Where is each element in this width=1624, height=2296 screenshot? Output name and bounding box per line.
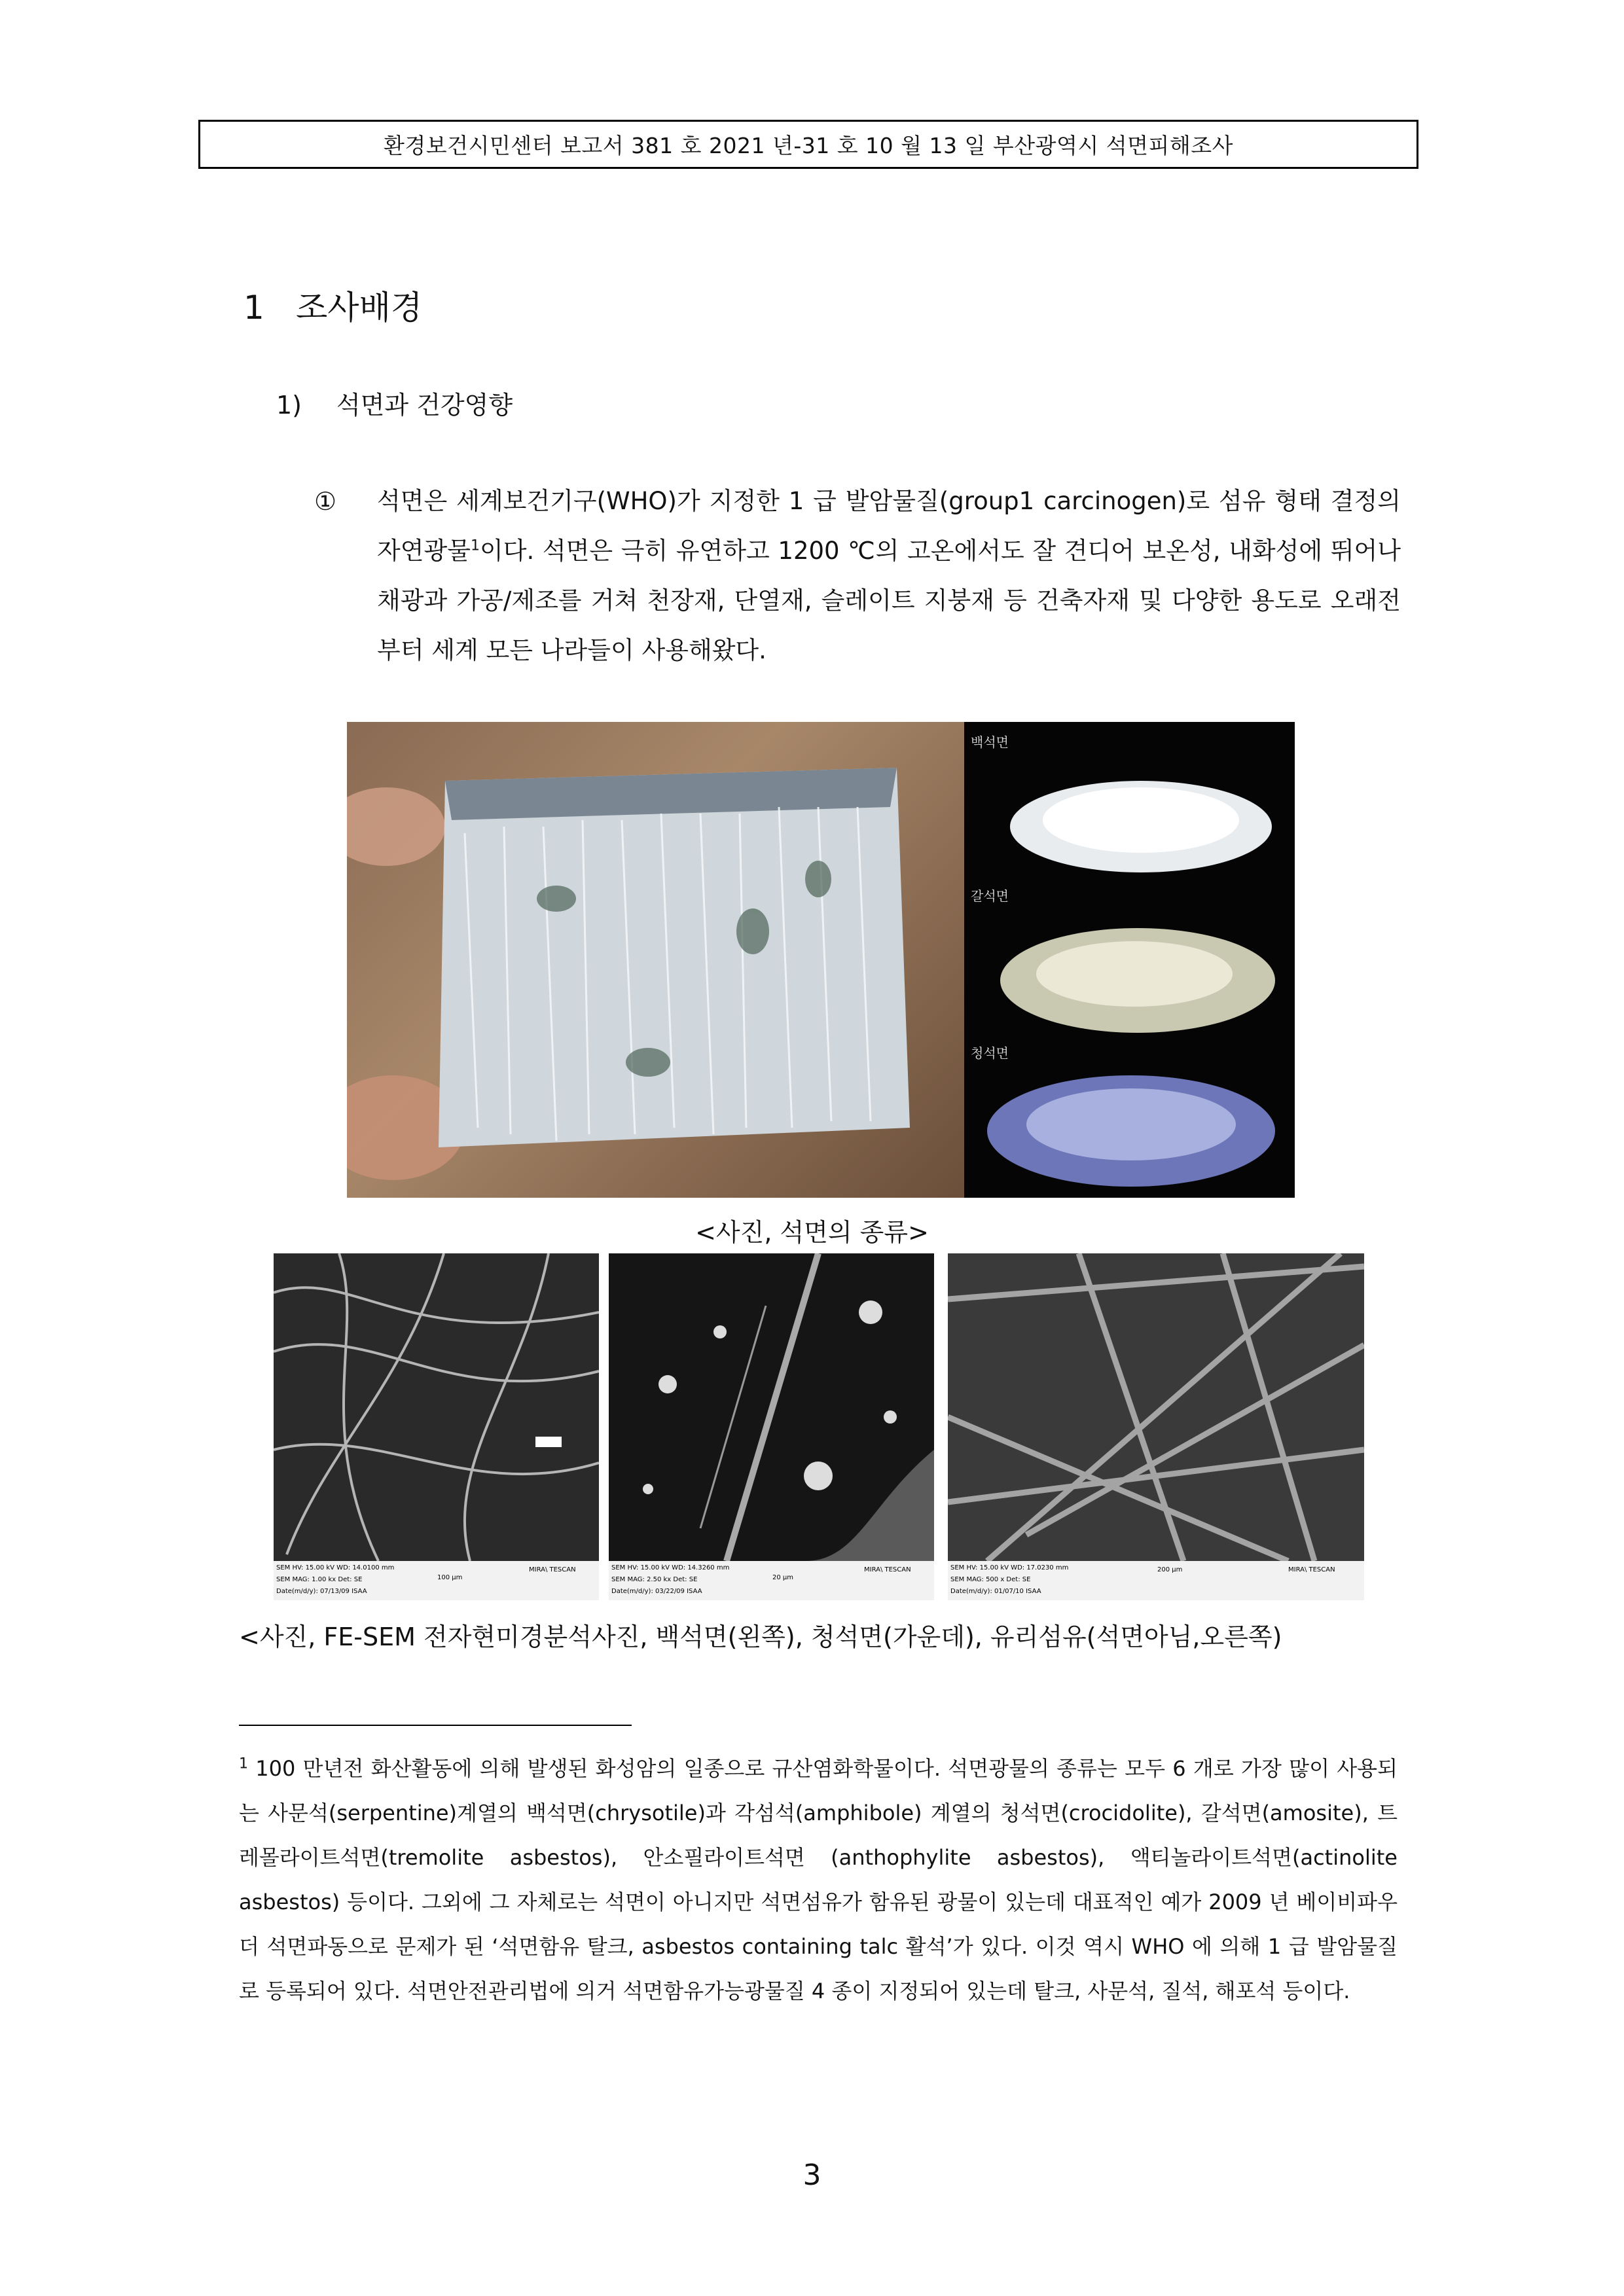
asbestos-sample-photo <box>347 722 964 1198</box>
sem-image-chrysotile <box>274 1253 599 1600</box>
section-number: 1 <box>244 289 264 327</box>
section-heading <box>244 281 422 329</box>
sem2-info-line1: SEM HV: 15.00 kV WD: 14.3260 mm <box>611 1564 730 1571</box>
sem-crocidolite-illustration <box>609 1253 934 1600</box>
sem1-info-line2: SEM MAG: 1.00 kx Det: SE <box>276 1576 363 1583</box>
sem3-info-line1: SEM HV: 15.00 kV WD: 17.0230 mm <box>950 1564 1069 1571</box>
running-header <box>198 120 1418 169</box>
label-amosite: 갈석면 <box>971 888 1009 904</box>
paragraph-text <box>377 476 1401 675</box>
label-chrysotile: 백석면 <box>971 734 1009 750</box>
sem3-brand: MIRA\ TESCAN <box>1288 1566 1335 1573</box>
section-title: 조사배경 <box>296 289 423 327</box>
footnote-ref[interactable]: 1 <box>470 537 480 554</box>
sem2-info-line3: Date(m/d/y): 03/22/09 ISAA <box>611 1588 702 1595</box>
paragraph-text-part2: 이다. 석면은 극히 유연하고 1200 ℃의 고온에서도 잘 견디어 보온성, 내화성에 뛰어나 채광과 가공/제조를 거쳐 천장재, 단열재, 슬레이트 지붕재 등 건축자재 및 다양한 용도로 오래전부터 세계 모든 나라들이 사용해왔다. <box>377 537 1401 664</box>
asbestos-sample-illustration <box>347 722 964 1198</box>
sem-image-glass-fiber <box>948 1253 1364 1600</box>
sem2-scale: 20 μm <box>772 1574 794 1581</box>
sem1-brand: MIRA\ TESCAN <box>529 1566 576 1573</box>
subsection-heading <box>276 385 513 421</box>
figure1-caption: <사진, 석면의 종류> <box>695 1218 929 1247</box>
sem-glass-fiber-illustration <box>948 1253 1364 1600</box>
sem-image-crocidolite <box>609 1253 934 1600</box>
subsection-title: 석면과 건강영향 <box>336 391 513 420</box>
figure2-caption: <사진, FE-SEM 전자현미경분석사진, 백석면(왼쪽), 청석면(가운데), 유리섬유(석면아님,오른쪽) <box>239 1623 1282 1651</box>
sem1-scale: 100 μm <box>437 1574 463 1581</box>
label-crocidolite: 청석면 <box>971 1045 1009 1061</box>
footnote-separator <box>239 1725 632 1726</box>
asbestos-varieties-panel <box>964 722 1295 1198</box>
page-number: 3 <box>803 2159 821 2192</box>
paragraph-text-part1: 석면은 세계보건기구(WHO)가 지정한 1 급 발암물질(group1 carcinogen)로 섬유 형태 결정의 자연광물 <box>377 487 1401 565</box>
sem3-info-line3: Date(m/d/y): 01/07/10 ISAA <box>950 1588 1041 1595</box>
asbestos-varieties-illustration <box>964 722 1295 1198</box>
body-paragraph <box>314 476 1401 675</box>
sem1-info-line1: SEM HV: 15.00 kV WD: 14.0100 mm <box>276 1564 395 1571</box>
sem1-info-line3: Date(m/d/y): 07/13/09 ISAA <box>276 1588 367 1595</box>
sem3-scale: 200 μm <box>1157 1566 1183 1573</box>
footnote-number: 1 <box>239 1755 248 1772</box>
sem-chrysotile-illustration <box>274 1253 599 1600</box>
sem2-info-line2: SEM MAG: 2.50 kx Det: SE <box>611 1576 698 1583</box>
subsection-number: 1) <box>276 391 302 420</box>
running-header-text: 환경보건시민센터 보고서 381 호 2021 년-31 호 10 월 13 일 부산광역시 석면피해조사 <box>384 133 1233 158</box>
sem2-brand: MIRA\ TESCAN <box>864 1566 911 1573</box>
sem3-info-line2: SEM MAG: 500 x Det: SE <box>950 1576 1031 1583</box>
footnote-text: 100 만년전 화산활동에 의해 발생된 화성암의 일종으로 규산염화학물이다. 석면광물의 종류는 모두 6 개로 가장 많이 사용되는 사문석(serpentine)계열의 백석면(chrysotile)과 각섬석(amphibole) 계열의 청석면(crocidolite), 갈석면(amosite), 트레몰라이트석면(tremolite asbestos), 안소필라이트석면 (anthophylite asbestos), 액티놀라이트석면(actinolite asbestos) 등이다. 그외에 그 자체로는 석면이 아니지만 석면섬유가 함유된 광물이 있는데 대표적인 예가 2009 년 베이비파우더 석면파동으로 문제가 된 ‘석면함유 탈크, asbestos containing talc 활석’가 있다. 이것 역시 WHO 에 의해 1 급 발암물질로 등록되어 있다. 석면안전관리법에 의거 석면함유가능광물질 4 종이 지정되어 있는데 탈크, 사문석, 질석, 해포석 등이다. <box>239 1756 1398 2003</box>
paragraph-marker: ① <box>314 487 337 516</box>
asbestos-types-photo <box>347 722 1295 1198</box>
footnote <box>239 1746 1398 2013</box>
